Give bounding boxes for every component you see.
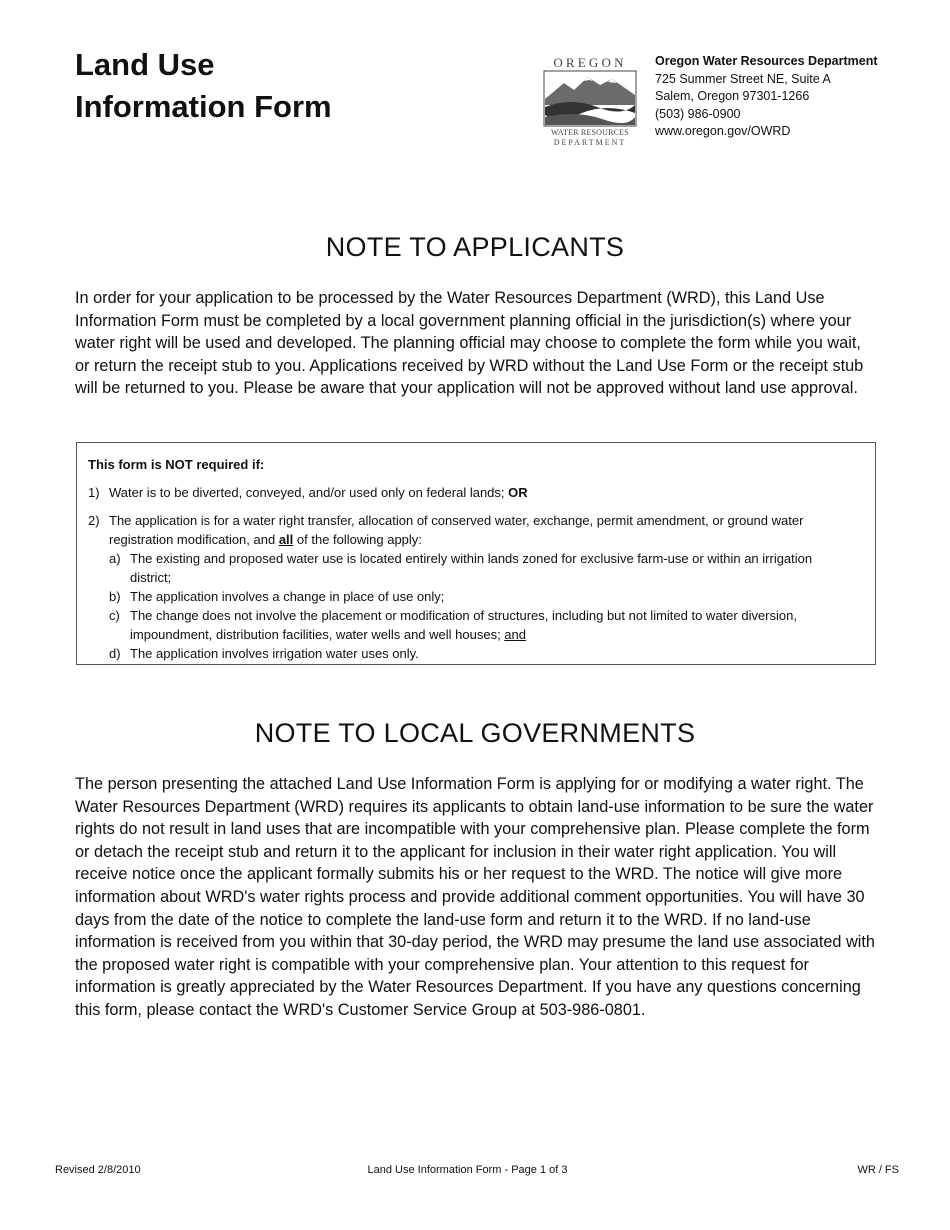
agency-contact-block [655,53,878,141]
logo-department-text: DEPARTMENT [553,138,627,147]
logo-oregon-text: OREGON [553,55,627,70]
sub-list-item-letter: c) [109,608,120,623]
agency-city: Salem, Oregon 97301-1266 [655,89,810,103]
logo-water-resources-text: WATER RESOURCES [551,128,629,137]
footer-page-number: Land Use Information Form - Page 1 of 3 [367,1164,568,1176]
list-item-text: Water is to be diverted, conveyed, and/or used only on federal lands; OR [109,485,528,500]
not-required-heading: This form is NOT required if: [88,457,265,472]
agency-street: 725 Summer Street NE, Suite A [655,71,831,86]
agency-phone: (503) 986-0900 [655,106,741,121]
note-to-local-governments-heading: NOTE TO LOCAL GOVERNMENTS [254,718,696,748]
sub-list-item-text: The change does not involve the placement or modification of structures, including but not limited to water diversion, impoundment, distribution facilities, water wells and well houses; and [130,608,797,642]
agency-website[interactable]: www.oregon.gov/OWRD [655,124,791,138]
note-to-local-governments-paragraph: The person presenting the attached Land Use Information Form is applying for or modifying a water right. The Water Resources Department (WRD) requires its applicants to obtain land-use information to be sure the water rights do not result in land uses that are incompatible with your comprehensive plan. Please complete the form or detach the receipt stub and return it to the applicant for inclusion in their water right application. You will receive notice once the applicant formally submits his or her request to the WRD. The notice will give more information about WRD's water rights process and provide additional comment opportunities. You will have 30 days from the date of the notice to complete the land-use form and return it to the WRD. If no land-use information is received from you within that 30-day period, the WRD may presume the land use associated with the proposed water right is compatible with your comprehensive plan. Your attention to this request for information is greatly appreciated by the Water Resources Department. If you have any questions concerning this form, please contact the WRD's Customer Service Group at 503-986-0801. [75,775,875,1019]
sub-list-item-text: The application involves irrigation water uses only. [130,646,419,661]
list-item-number: 2) [88,513,100,528]
form-title-line2: Information Form [75,89,332,124]
sub-list-item-text: The existing and proposed water use is located entirely within lands zoned for exclusive farm-use or within an irrigation district; [130,551,813,585]
sub-list-item-letter: a) [109,551,121,566]
footer-revised-date: Revised 2/8/2010 [55,1164,141,1176]
note-to-applicants-paragraph: In order for your application to be processed by the Water Resources Department (WRD), this Land Use Information Form must be completed by a local government planning official in the jurisdiction(s) where your water right will be used and developed. The planning official may choose to complete the form while you wait, or return the receipt stub to you. Applications received by WRD without the Land Use Form or the receipt stub will be returned to you. Please be aware that your application will not be approved without land use approval. [75,289,864,398]
agency-name: Oregon Water Resources Department [655,54,878,68]
list-item-text: The application is for a water right transfer, allocation of conserved water, exchange, permit amendment, or ground water registration modification, and all of the following apply: [109,513,804,547]
sub-list-item-letter: b) [109,589,121,604]
form-title [75,44,332,128]
sub-list-item-letter: d) [109,646,121,661]
oregon-water-resources-logo [542,55,638,147]
sub-list-item-text: The application involves a change in place of use only; [130,589,445,604]
list-item-number: 1) [88,485,100,500]
form-title-line1: Land Use [75,47,215,82]
note-to-applicants-heading: NOTE TO APPLICANTS [325,232,625,262]
footer-form-code: WR / FS [857,1164,899,1176]
not-required-box [76,442,876,665]
